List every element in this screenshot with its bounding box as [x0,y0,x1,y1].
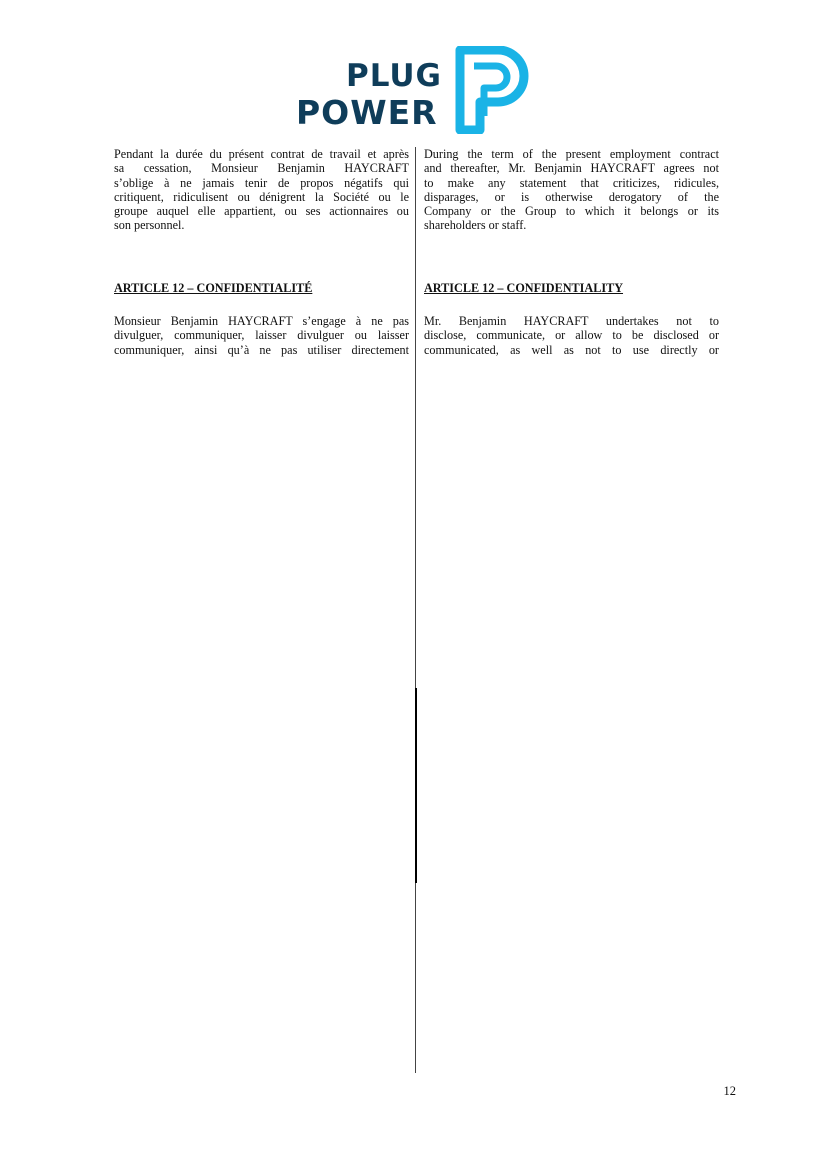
plug-power-p-mark-icon [454,46,530,134]
column-divider [415,147,416,1073]
text-line: to make any statement that criticizes, ridicules, [424,175,719,190]
text-line: son personnel. [114,218,185,233]
text-line: Pendant la durée du présent contrat de travail et après [114,147,409,161]
logo-word-power: POWER [296,93,438,132]
text-line: disparages, or is otherwise derogatory of the [424,189,719,204]
logo-word-plug: PLUG [346,58,442,94]
english-intro-paragraph [424,147,719,233]
english-article-heading: ARTICLE 12 – CONFIDENTIALITY [424,281,624,295]
text-line: groupe auquel elle appartient, ou ses actionnaires ou [114,204,409,219]
text-line: shareholders or staff. [424,218,527,233]
text-line: critiquent, ridiculisent ou dénigrent la Société ou le [114,189,409,204]
french-article-heading: ARTICLE 12 – CONFIDENTIALITÉ [114,281,313,295]
text-line: communicated, as well as not to use directly or [424,342,719,357]
french-article-body [114,314,409,357]
text-line: Mr. Benjamin HAYCRAFT undertakes not to [424,314,719,328]
text-line: Monsieur Benjamin HAYCRAFT s’engage à ne pas [114,314,409,328]
text-line: and thereafter, Mr. Benjamin HAYCRAFT agrees not [424,161,719,176]
text-line: disclose, communicate, or allow to be disclosed or [424,328,719,343]
text-line: divulguer, communiquer, laisser divulguer ou laisser [114,328,409,343]
text-line: Company or the Group to which it belongs or its [424,204,719,219]
text-line: sa cessation, Monsieur Benjamin HAYCRAFT [114,161,409,176]
english-column [424,147,719,233]
french-column [114,147,409,233]
text-line: During the term of the present employment contract [424,147,719,161]
plug-power-logo [296,46,532,134]
text-line: s’oblige à ne jamais tenir de propos négatifs qui [114,175,409,190]
text-line: communiquer, ainsi qu’à ne pas utiliser directement [114,342,409,357]
french-intro-paragraph [114,147,409,233]
page-number: 12 [723,1084,736,1098]
english-article-body [424,314,719,357]
column-divider-dark-segment [415,688,417,883]
